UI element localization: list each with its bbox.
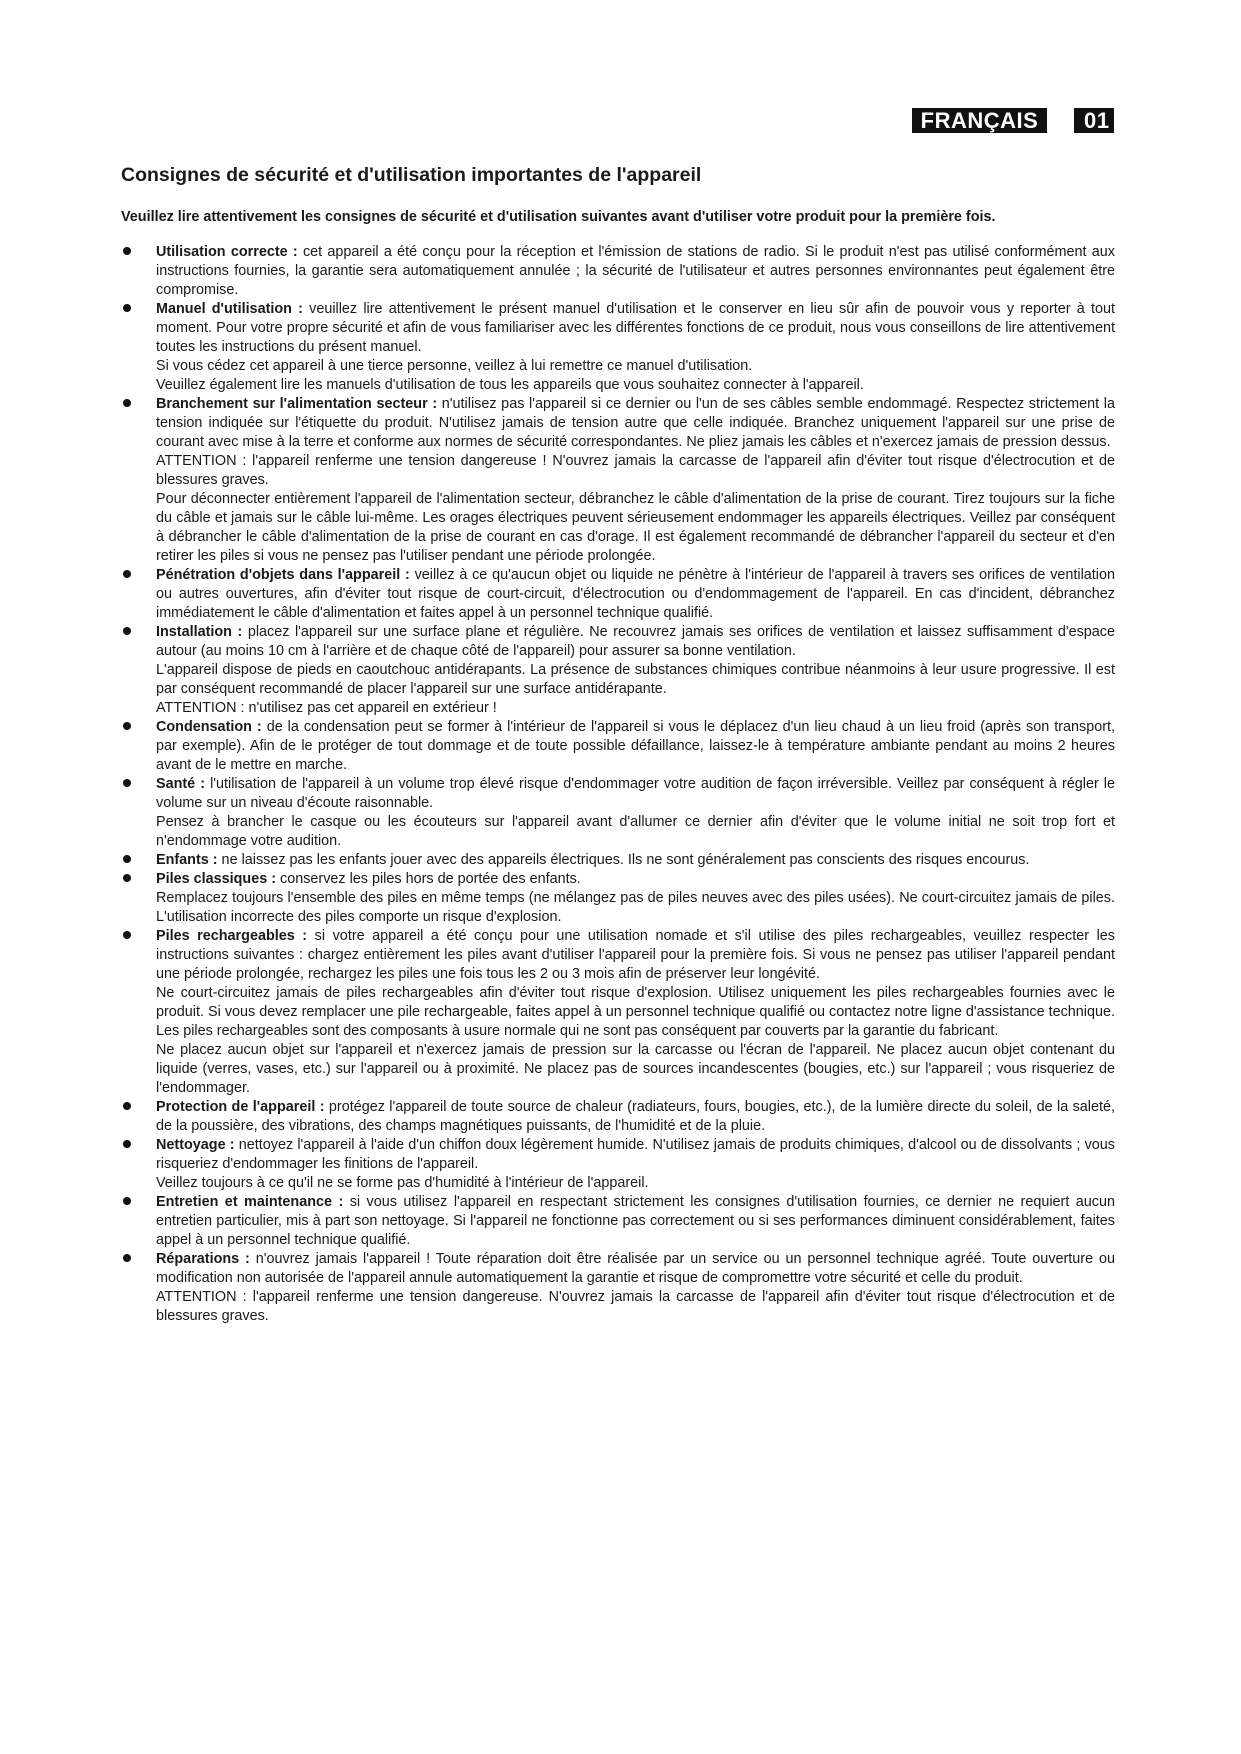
list-item xyxy=(121,718,1115,775)
bullet-icon xyxy=(123,779,131,787)
item-text: ATTENTION : n'utilisez pas cet appareil en extérieur ! xyxy=(156,700,497,716)
item-heading: Utilisation correcte : xyxy=(156,244,298,260)
bullet-icon xyxy=(123,722,131,730)
item-text: Si vous cédez cet appareil à une tierce personne, veillez à lui remettre ce manuel d'utilisation. xyxy=(156,358,753,374)
item-text: Pensez à brancher le casque ou les écouteurs sur l'appareil avant d'allumer ce dernier afin d'éviter que le volume initial ne soit trop fort et n'endommage votre audition. xyxy=(156,814,1115,849)
bullet-icon xyxy=(123,874,131,882)
list-item xyxy=(121,243,1115,300)
item-heading: Branchement sur l'alimentation secteur : xyxy=(156,396,438,412)
list-item xyxy=(121,1193,1115,1250)
bullet-icon xyxy=(123,399,131,407)
item-heading: Manuel d'utilisation : xyxy=(156,301,303,317)
item-heading: Piles classiques : xyxy=(156,871,276,887)
bullet-icon xyxy=(123,1102,131,1110)
item-text: Ne placez aucun objet sur l'appareil et n'exercez jamais de pression sur la carcasse ou l'écran de l'appareil. Ne placez aucun objet contenant du liquide (verres, vases, etc.) sur l'appareil ou à proximité. Ne placez pas de sources incandescentes (bougies, etc.) sur l'appareil ; vous risqueriez de l'endommager. xyxy=(156,1042,1115,1096)
item-text: Veillez toujours à ce qu'il ne se forme pas d'humidité à l'intérieur de l'appareil. xyxy=(156,1175,649,1191)
document-body xyxy=(121,160,1115,1326)
item-heading: Condensation : xyxy=(156,719,262,735)
item-heading: Piles rechargeables : xyxy=(156,928,308,944)
bullet-icon xyxy=(123,304,131,312)
item-heading: Protection de l'appareil : xyxy=(156,1099,325,1115)
item-heading: Installation : xyxy=(156,624,243,640)
item-text: L'appareil dispose de pieds en caoutchouc antidérapants. La présence de substances chimiques contribue néanmoins à leur usure progressive. Il est par conséquent recommandé de placer l'appareil sur une surface antidérapante. xyxy=(156,662,1115,697)
list-item xyxy=(121,927,1115,1098)
item-text: nettoyez l'appareil à l'aide d'un chiffon doux légèrement humide. N'utilisez jamais de produits chimiques, d'alcool ou de dissolvants ; vous risqueriez d'endommager les finitions de l'appareil. xyxy=(156,1137,1115,1172)
bullet-icon xyxy=(123,570,131,578)
item-text: si vous utilisez l'appareil en respectant strictement les consignes d'utilisation fournies, ce dernier ne requiert aucun entretien particulier, mis à part son nettoyage. Si l'appareil ne fonctionne pas correctement ou si ses performances diminuent considérablement, faites appel à un personnel technique qualifié. xyxy=(156,1194,1115,1248)
list-item xyxy=(121,1136,1115,1193)
item-text: Veuillez également lire les manuels d'utilisation de tous les appareils que vous souhaitez connecter à l'appareil. xyxy=(156,377,864,393)
item-text: conservez les piles hors de portée des enfants. xyxy=(276,871,581,887)
list-item xyxy=(121,1250,1115,1326)
bullet-icon xyxy=(123,931,131,939)
item-heading: Entretien et maintenance : xyxy=(156,1194,344,1210)
list-item xyxy=(121,395,1115,566)
item-text: placez l'appareil sur une surface plane et régulière. Ne recouvrez jamais ses orifices de ventilation et laissez suffisamment d'espace autour (au moins 10 cm à l'arrière et de chaque côté de l'appareil) pour assurer sa bonne ventilation. xyxy=(156,624,1116,659)
item-text: Ne court-circuitez jamais de piles rechargeables afin d'éviter tout risque d'explosion. Utilisez uniquement les piles rechargeables fournies avec le produit. Si vous devez remplacer une pile rechargeable, faites appel à un personnel technique qualifié ou contactez notre ligne d'assistance technique. Les piles rechargeables sont des composants à usure normale qui ne sont pas conséquent par couverts par la garantie du fabricant. xyxy=(156,985,1115,1039)
bullet-icon xyxy=(123,627,131,635)
list-item xyxy=(121,300,1115,395)
item-text: Pour déconnecter entièrement l'appareil de l'alimentation secteur, débranchez le câble d'alimentation de la prise de courant. Tirez toujours sur la fiche du câble et jamais sur le câble lui-même. Les orages électriques peuvent sérieusement endommager les appareils électriques. Veillez par conséquent à débrancher le câble d'alimentation de la prise de courant en cas d'orage. Il est également recommandé de débrancher l'appareil du secteur et d'en retirer les piles si vous ne pensez pas l'utiliser pendant une période prolongée. xyxy=(156,491,1115,564)
item-text: protégez l'appareil de toute source de chaleur (radiateurs, fours, bougies, etc.), de la lumière directe du soleil, de la saleté, de la poussière, des vibrations, des champs magnétiques puissants, de l'humidité et de la pluie. xyxy=(156,1099,1115,1134)
item-text: ATTENTION : l'appareil renferme une tension dangereuse ! N'ouvrez jamais la carcasse de l'appareil afin d'éviter tout risque d'électrocution et de blessures graves. xyxy=(156,453,1115,488)
bullet-icon xyxy=(123,1197,131,1205)
item-heading: Enfants : xyxy=(156,852,218,868)
item-text: l'utilisation de l'appareil à un volume trop élevé risque d'endommager votre audition de façon irréversible. Veillez par conséquent à régler le volume sur un niveau d'écoute raisonnable. xyxy=(156,776,1116,811)
list-item xyxy=(121,623,1115,718)
intro-paragraph: Veuillez lire attentivement les consignes de sécurité et d'utilisation suivantes avant d'utiliser votre produit pour la première fois. xyxy=(121,209,996,225)
item-text: veillez à ce qu'aucun objet ou liquide ne pénètre à l'intérieur de l'appareil à travers ses orifices de ventilation ou autres ouvertures, afin d'éviter tout risque de court-circuit, d'électrocution ou d'endommagement de l'appareil. En cas d'incident, débranchez immédiatement le câble d'alimentation et faites appel à un personnel technique qualifié. xyxy=(156,567,1115,621)
list-item xyxy=(121,775,1115,851)
list-item xyxy=(121,870,1115,927)
item-text: veuillez lire attentivement le présent manuel d'utilisation et le conserver en lieu sûr afin de pouvoir vous y reporter à tout moment. Pour votre propre sécurité et afin de vous familiariser avec les différentes fonctions de ce produit, nous vous conseillons de lire attentivement toutes les instructions du présent manuel. xyxy=(156,301,1116,355)
item-text: ne laissez pas les enfants jouer avec des appareils électriques. Ils ne sont généralement pas conscients des risques encourus. xyxy=(217,852,1030,868)
item-text: cet appareil a été conçu pour la réception et l'émission de stations de radio. Si le produit n'est pas utilisé conformément aux instructions fournies, la garantie sera automatiquement annulée ; la sécurité de l'utilisateur et autres personnes environnantes peut également être compromise. xyxy=(156,244,1115,298)
language-badge: FRANÇAIS xyxy=(912,108,1047,133)
bullet-icon xyxy=(123,247,131,255)
item-heading: Réparations : xyxy=(156,1251,250,1267)
bullet-icon xyxy=(123,855,131,863)
safety-list xyxy=(121,243,1115,1326)
page-title: Consignes de sécurité et d'utilisation importantes de l'appareil xyxy=(121,164,702,186)
item-heading: Nettoyage : xyxy=(156,1137,235,1153)
list-item xyxy=(121,566,1115,623)
item-text: de la condensation peut se former à l'intérieur de l'appareil si vous le déplacez d'un lieu chaud à un lieu froid (après son transport, par exemple). Afin de le protéger de tout dommage et de toute possible défaillance, laissez-le à température ambiante pendant au moins 2 heures avant de le mettre en marche. xyxy=(156,719,1115,773)
item-text: si votre appareil a été conçu pour une utilisation nomade et s'il utilise des piles rechargeables, veuillez respecter les instructions suivantes : chargez entièrement les piles avant d'utiliser l'appareil pour la première fois. Si vous ne pensez pas utiliser l'appareil pendant une période prolongée, rechargez les piles une fois tous les 2 ou 3 mois afin de préserver leur longévité. xyxy=(156,928,1116,982)
bullet-icon xyxy=(123,1254,131,1262)
bullet-icon xyxy=(123,1140,131,1148)
item-heading: Santé : xyxy=(156,776,206,792)
page-number-badge: 01 xyxy=(1074,108,1114,133)
item-text: ATTENTION : l'appareil renferme une tension dangereuse. N'ouvrez jamais la carcasse de l'appareil afin d'éviter tout risque d'électrocution et de blessures graves. xyxy=(156,1289,1115,1324)
item-text: n'utilisez pas l'appareil si ce dernier ou l'un de ses câbles semble endommagé. Respectez strictement la tension indiquée sur l'étiquette du produit. N'utilisez jamais de tension autre que celle indiquée. Branchez uniquement l'appareil sur une prise de courant avec mise à la terre et conforme aux normes de sécurité correspondantes. Ne pliez jamais les câbles et n'exercez jamais de pression dessus. xyxy=(156,396,1115,450)
item-text: n'ouvrez jamais l'appareil ! Toute réparation doit être réalisée par un service ou un personnel technique agréé. Toute ouverture ou modification non autorisée de l'appareil annule automatiquement la garantie et risque de compromettre votre sécurité et celle du produit. xyxy=(156,1251,1115,1286)
item-text: Remplacez toujours l'ensemble des piles en même temps (ne mélangez pas de piles neuves avec des piles usées). Ne court-circuitez jamais de piles. L'utilisation incorrecte des piles comporte un risque d'explosion. xyxy=(156,890,1115,925)
list-item xyxy=(121,1098,1115,1136)
item-heading: Pénétration d'objets dans l'appareil : xyxy=(156,567,410,583)
list-item xyxy=(121,851,1115,870)
header-badges xyxy=(912,108,1114,133)
